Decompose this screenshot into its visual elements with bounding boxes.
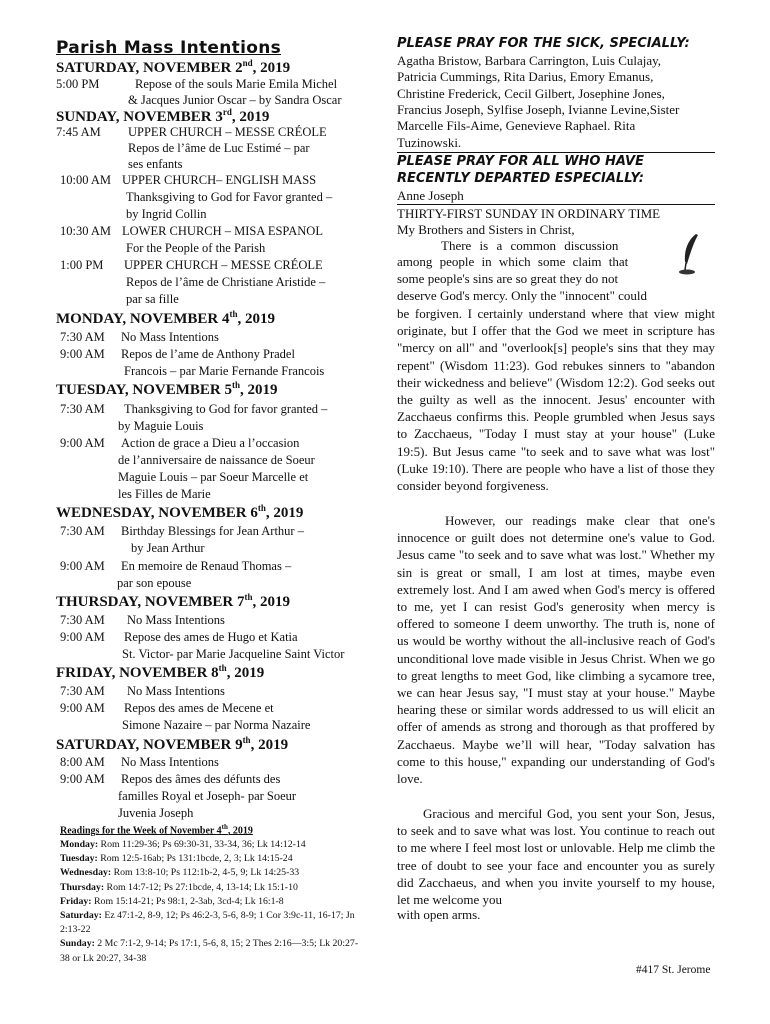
entry-line: Repos de l’âme de Luc Estimé – par — [128, 141, 310, 155]
entry-line: Repos de l’âme de Christiane Aristide – — [126, 275, 326, 289]
entry-line: de l’anniversaire de naissance de Soeur — [118, 453, 315, 467]
entry-line: familles Royal et Joseph- par Soeur — [118, 789, 297, 803]
sick-name-line: Tuzinowski. — [397, 134, 462, 150]
day-header-sun-nov3: SUNDAY, NOVEMBER 3rd, 2019 — [56, 107, 270, 125]
entry-time: 9:00 AM — [60, 772, 105, 786]
sunday-title: THIRTY-FIRST SUNDAY IN ORDINARY TIME — [397, 206, 661, 221]
entry-time: 9:00 AM — [60, 701, 105, 715]
entry-line: Repose of the souls Marie Emila Michel — [135, 77, 338, 91]
entry-time: 5:00 PM — [56, 77, 100, 91]
reflection-paragraph-1: be forgiven. I certainly understand where that view might originate, but I offer that the God we meet in scripture has "mercy on all" and "overlook[s] people's sins that they may repent" (Wisdom 11:23). God rebukes sinners to "abandon their wickedness and believe" (Wisdom 12:2). God seeks out the guilty as well as the innocent. Jesus' encounter with Zacchaeus confirms this. People grumbled when Jesus says to Zacchaeus, "Today I must stay at your house" (Luke 19:5). But Jesus came "to seek and to save what was lost" (Luke 19:10). There are people who have a list of those they consider beyond forgiveness. — [397, 306, 715, 494]
entry-line: No Mass Intentions — [127, 613, 225, 627]
entry-time: 7:30 AM — [60, 524, 105, 538]
divider — [397, 152, 715, 153]
entry-time: 9:00 AM — [60, 436, 105, 450]
entry-line: Thanksgiving to God for Favor granted – — [126, 190, 333, 204]
entry-line: les Filles de Marie — [118, 487, 211, 501]
readings-line: Wednesday: Rom 13:8-10; Ps 112:1b-2, 4-5, 9; Lk 14:25-33 — [60, 867, 300, 879]
entry-time: 7:30 AM — [60, 684, 105, 698]
entry-line: par sa fille — [126, 292, 179, 306]
entry-line: by Jean Arthur — [131, 541, 205, 555]
entry-line: Repose des ames de Hugo et Katia — [124, 630, 298, 644]
entry-line: par son epouse — [117, 576, 192, 590]
entry-line: For the People of the Parish — [126, 241, 266, 255]
page-title: Parish Mass Intentions — [56, 38, 282, 58]
entry-line: Birthday Blessings for Jean Arthur – — [121, 524, 304, 538]
entry-time: 9:00 AM — [60, 559, 105, 573]
entry-line: Thanksgiving to God for favor granted – — [124, 402, 328, 416]
day-header-sat-nov2: SATURDAY, NOVEMBER 2nd, 2019 — [56, 58, 291, 76]
entry-time: 10:30 AM — [60, 224, 112, 238]
entry-line: Action de grace a Dieu a l’occasion — [121, 436, 300, 450]
entry-time: 9:00 AM — [60, 630, 105, 644]
reflection-line: some people's sins are so great they do not — [397, 271, 619, 286]
reflection-line: deserve God's mercy. Only the "innocent" could — [397, 288, 648, 303]
entry-line: Juvenia Joseph — [118, 806, 194, 820]
readings-line: Saturday: Ez 47:1-2, 8-9, 12; Ps 46:2-3, 5-6, 8-9; 1 Cor 3:9c-11, 16-17; Jn — [60, 910, 355, 921]
entry-time: 7:30 AM — [60, 330, 105, 344]
entry-line: Repos des âmes des défunts des — [121, 772, 281, 786]
entry-line: Francois – par Marie Fernande Francois — [124, 364, 325, 378]
entry-line: No Mass Intentions — [121, 330, 219, 344]
entry-line: Simone Nazaire – par Norma Nazaire — [122, 718, 311, 732]
sick-name-line: Agatha Bristow, Barbara Carrington, Luis Culajay, — [397, 53, 662, 68]
entry-line: ses enfants — [128, 157, 183, 171]
entry-line: No Mass Intentions — [121, 755, 219, 769]
entry-time: 9:00 AM — [60, 347, 105, 361]
entry-time: 7:45 AM — [56, 125, 101, 139]
day-header-wed-nov6: WEDNESDAY, NOVEMBER 6th, 2019 — [56, 503, 304, 521]
sick-name-line: Marcelle Fils-Aime, Genevieve Raphael. Rita — [397, 118, 636, 134]
entry-line: & Jacques Junior Oscar – by Sandra Oscar — [128, 93, 342, 107]
day-header-tue-nov5: TUESDAY, NOVEMBER 5th, 2019 — [56, 380, 278, 398]
entry-line: No Mass Intentions — [127, 684, 225, 698]
entry-line: En memoire de Renaud Thomas – — [121, 559, 292, 573]
readings-line: 2:13-22 — [60, 924, 91, 936]
day-header-mon-nov4: MONDAY, NOVEMBER 4th, 2019 — [56, 309, 276, 327]
entry-line: by Ingrid Collin — [126, 207, 207, 221]
departed-header-2: RECENTLY DEPARTED ESPECIALLY: — [397, 171, 644, 186]
entry-time: 7:30 AM — [60, 613, 105, 627]
page-footer: #417 St. Jerome — [636, 964, 711, 976]
reflection-paragraph-2: However, our readings make clear that one's innocence or guilt does not determine one's value to God. Jesus came "to seek and to save what was lost." Whether my sin is great or small, I am lost at times, maybe even extremely lost. And I am awed when God's mercy is offered to me, yet I can resist God's generosity when mercy is offered to someone I deem unworthy. The truth is, none of us would be worthy without the all-inclusive reach of God's unconditional love made visible in Jesus Christ. When we go to great lengths to meet God, like climbing a sycamore tree, we can hear Jesus say, "I must stay at your house." Maybe hearing these or similar words addressed to us will elicit an offer of amends as strong and thorough as that proffered by Zacchaeus. Maybe we’ll will hear, "Today salvation has come to this house," expanding our understanding of God's love. — [397, 513, 715, 787]
entry-line: Repos des ames de Mecene et — [124, 701, 274, 715]
entry-line: LOWER CHURCH – MISA ESPANOL — [122, 224, 323, 238]
reflection-line: among people in which some claim that — [397, 254, 629, 269]
sick-header: PLEASE PRAY FOR THE SICK, SPECIALLY: — [397, 36, 690, 51]
departed-header-1: PLEASE PRAY FOR ALL WHO HAVE — [397, 154, 644, 169]
readings-line: Tuesday: Rom 12:5-16ab; Ps 131:1bcde, 2, 3; Lk 14:15-24 — [60, 853, 293, 865]
entry-line: St. Victor- par Marie Jacqueline Saint Victor — [122, 647, 345, 661]
day-header-fri-nov8: FRIDAY, NOVEMBER 8th, 2019 — [56, 663, 265, 681]
sick-name-line: Patricia Cummings, Rita Darius, Emory Emanus, — [397, 69, 654, 85]
readings-line: Monday: Rom 11:29-36; Ps 69:30-31, 33-34, 36; Lk 14:12-14 — [60, 839, 306, 850]
divider — [397, 204, 715, 205]
readings-line: Thursday: Rom 14:7-12; Ps 27:1bcde, 4, 13-14; Lk 15:1-10 — [60, 881, 298, 893]
readings-line: 38 or Lk 20:27, 34-38 — [60, 952, 147, 964]
entry-line: Maguie Louis – par Soeur Marcelle et — [118, 470, 309, 484]
entry-line: UPPER CHURCH– ENGLISH MASS — [122, 173, 317, 187]
entry-time: 8:00 AM — [60, 755, 105, 769]
greeting: My Brothers and Sisters in Christ, — [397, 222, 575, 237]
readings-line: Sunday: 2 Mc 7:1-2, 9-14; Ps 17:1, 5-6, 8, 15; 2 Thes 2:16—3:5; Lk 20:27- — [60, 938, 359, 950]
departed-names: Anne Joseph — [397, 188, 464, 203]
entry-line: by Maguie Louis — [118, 419, 204, 433]
prayer-paragraph: Gracious and merciful God, you sent your Son, Jesus, to seek and to save what was lost. You continue to reach out to me where I feel most lost or unlovable. Help me climb the tree of doubt to see your face and encounter you as surely did Zacchaeus, and when you invite yourself to my house, let me welcome you — [397, 806, 715, 908]
readings-line: Friday: Rom 15:14-21; Ps 98:1, 2-3ab, 3cd-4; Lk 16:1-8 — [60, 895, 284, 907]
day-header-sat-nov9: SATURDAY, NOVEMBER 9th, 2019 — [56, 735, 289, 753]
entry-time: 1:00 PM — [60, 258, 104, 272]
entry-line: UPPER CHURCH – MESSE CRÉOLE — [128, 125, 327, 139]
entry-line: Repos de l’ame de Anthony Pradel — [121, 347, 295, 361]
entry-line: UPPER CHURCH – MESSE CRÉOLE — [124, 258, 323, 272]
reflection-line: There is a common discussion — [441, 238, 619, 253]
sick-name-line: Christine Frederick, Cecil Gilbert, Josephine Jones, — [397, 85, 665, 101]
prayer-end: with open arms. — [397, 907, 481, 922]
entry-time: 10:00 AM — [60, 173, 112, 187]
quill-feather-icon — [676, 232, 702, 276]
day-header-thu-nov7: THURSDAY, NOVEMBER 7th, 2019 — [56, 592, 291, 610]
readings-header: Readings for the Week of November 4th, 2019 — [60, 823, 253, 837]
entry-time: 7:30 AM — [60, 402, 105, 416]
sick-name-line: Francius Joseph, Sylfise Joseph, Ivianne Levine,Sister — [397, 101, 680, 117]
